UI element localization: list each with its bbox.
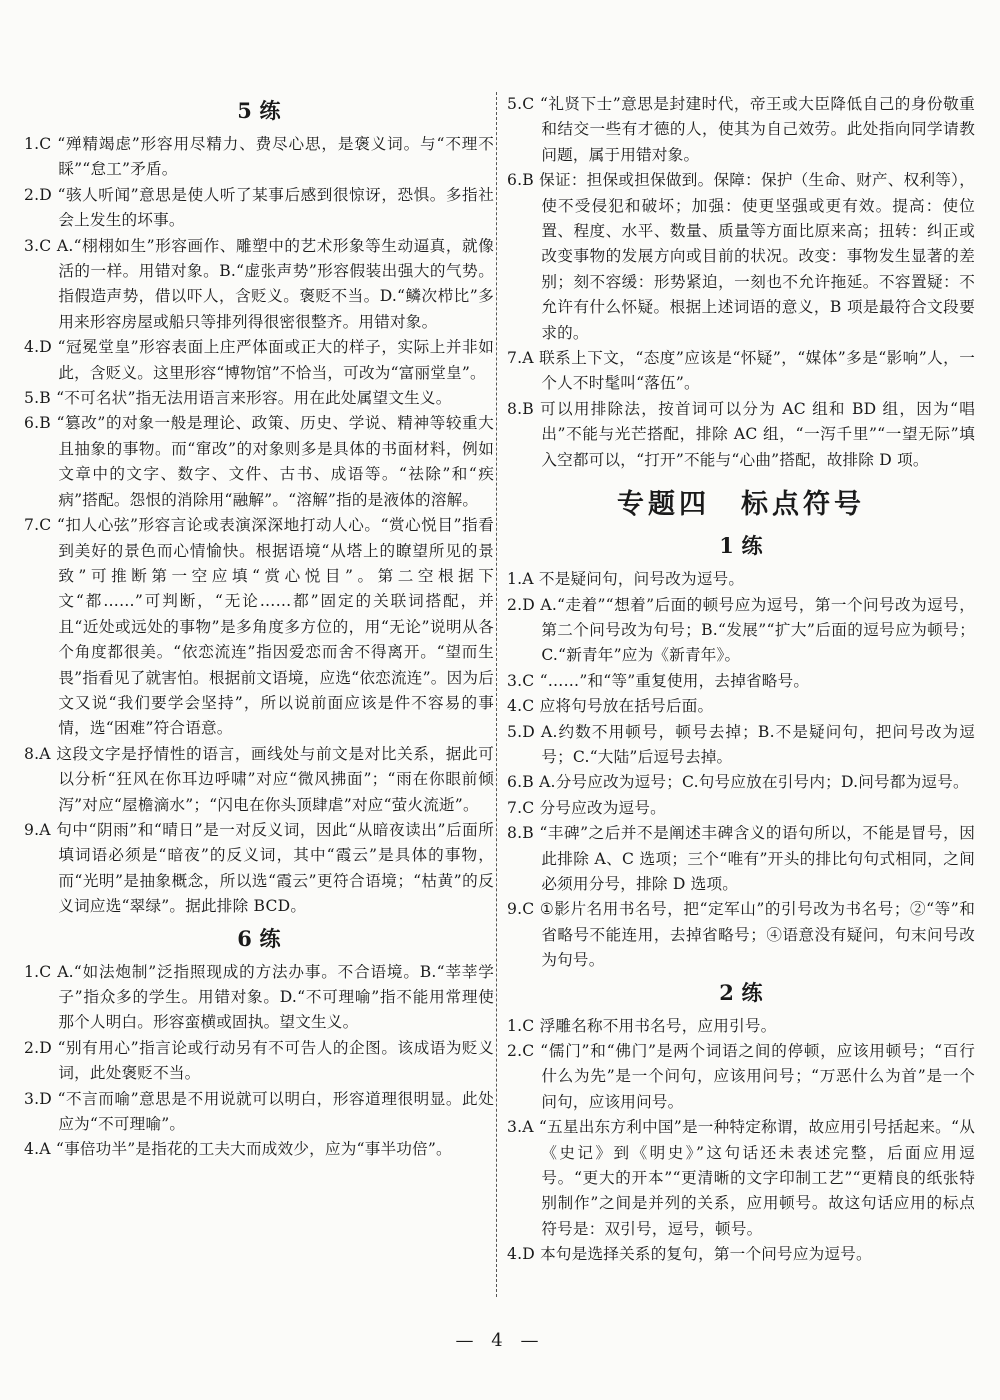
answer-item: 9.A 句中“阴雨”和“晴日”是一对反义词，因此“从暗夜读出”后面所填词语必须是“暗夜”的反义词，其中“霞云”是具体的事物，而“光明”是抽象概念，所以选“霞云”更符合语境；“枯黄”的反义词应选“翠绿”。据此排除 BCD。 [24,820,494,916]
answer-item: 1.A 不是疑问句，问号改为逗号。 [507,570,745,589]
answer-item: 1.C 浮雕名称不用书名号，应用引号。 [507,1016,777,1035]
topic-title: 专题四 标点符号 [617,489,865,521]
section-title-1: 1 练 [719,533,763,559]
answer-item: 4.D “冠冕堂皇”形容表面上庄严体面或正大的样子，实际上并非如此，含贬义。这里形容“博物馆”不恰当，可改为“富丽堂皇”。 [24,338,494,382]
answer-item: 2.D “骇人听闻”意思是使人听了某事后感到很惊讶，恐惧。多指社会上发生的坏事。 [24,185,494,230]
answer-item: 5.D A.约数不用顿号，顿号去掉；B.不是疑问句，把问号改为逗号；C.“大陆”后逗号去掉。 [507,722,975,766]
left-column [24,92,494,1163]
answer-item: 2.C “儒门”和“佛门”是两个词语之间的停顿，应该用顿号；“百行什么为先”是一个问句，应该用问号；“万恶什么为首”是一个问句，应该用问号。 [507,1042,975,1111]
answer-item: 2.D “别有用心”指言论或行动另有不可告人的企图。该成语为贬义词，此处褒贬不当。 [24,1038,494,1083]
answer-item: 3.C A.“栩栩如生”形容画作、雕塑中的艺术形象等生动逼真，就像活的一样。用错对象。B.“虚张声势”形容假装出强大的气势。指假造声势，借以吓人，含贬义。褒贬不当。D.“鳞次栉比”多用来形容房屋或船只等排列得很密很整齐。用错对象。 [24,236,494,331]
answer-item: 9.C ①影片名用书名号，把“定军山”的引号改为书名号；②“等”和省略号不能连用，去掉省略号；④语意没有疑问，句末问号改为句号。 [507,900,975,970]
answer-item: 8.B 可以用排除法，按首词可以分为 AC 组和 BD 组，因为“唱出”不能与光芒搭配，排除 AC 组，“一泻千里”“一望无际”填入空都可以，“打开”不能与“心曲”搭配，故排除 D 项。 [507,399,975,469]
answer-item: 7.A 联系上下文，“态度”应该是“怀疑”，“媒体”多是“影响”人，一个人不时髦叫“落伍”。 [507,349,975,393]
answer-item: 6.B 保证：担保或担保做到。保障：保护（生命、财产、权利等），使不受侵犯和破坏；加强：使更坚强或更有效。提高：使位置、程度、水平、数量、质量等方面比原来高；扭转：纠正或改变事物的发展方向或目前的状况。改变：事物发生显著的差别；刻不容缓：形势紧迫，一刻也不允许拖延。不容置疑：不允许有什么怀疑。根据上述词语的意义，B 项是最符合文段要求的。 [507,171,975,342]
answer-item: 2.D A.“走着”“想着”后面的顿号应为逗号，第一个问号改为逗号，第二个问号改为句号；B.“发展”“扩大”后面的逗号应为顿号；C.“新青年”应为《新青年》。 [507,595,975,665]
answer-item: 3.D “不言而喻”意思是不用说就可以明白，形容道理很明显。此处应为“不可理喻”。 [24,1089,494,1134]
right-column [507,92,975,1268]
section-title-5: 5 练 [237,98,281,123]
answer-item: 8.A 这段文字是抒情性的语言，画线处与前文是对比关系，据此可以分析“狂风在你耳边呼啸”对应“微风拂面”；“雨在你眼前倾泻”对应“屋檐滴水”；“闪电在你头顶肆虐”对应“萤火流逝”。 [24,744,494,814]
answer-item: 6.B “篡改”的对象一般是理论、政策、历史、学说、精神等较重大且抽象的事物。而“窜改”的对象则多是具体的书面材料，例如文章中的文字、数字、文件、古书、成语等。“祛除”和“疾病”搭配。怨恨的消除用“融解”。“溶解”指的是液体的溶解。 [24,414,494,509]
answer-item: 5.B “不可名状”指无法用语言来形容。用在此处属望文生义。 [24,389,452,408]
answer-item: 7.C “扣人心弦”形容言论或表演深深地打动人心。“赏心悦目”指看到美好的景色而心情愉快。根据语境“从塔上的瞭望所见的景致”可推断第一空应填“赏心悦目”。第二空根据下文“都……”可判断，“无论……都”固定的关联词搭配，并且“近处或远处的事物”是多角度多方位的，用“无论”说明从各个角度都很美。“依恋流连”指因爱恋而舍不得离开。“望而生畏”指看见了就害怕。根据前文语境，应选“依恋流连”。因为后文又说“我们要学会坚持”，所以说前面应该是件不容易的事情，选“困难”符合语意。 [24,516,494,738]
answer-item: 3.A “五星出东方利中国”是一种特定称谓，故应用引号括起来。“从《史记》到《明史》”这句话还未表述完整，后面应用逗号。“更大的开本”“更清晰的文字印制工艺”“更精良的纸张特别制作”之间是并列的关系，应用顿号。故这句话应用的标点符号是：双引号，逗号，顿号。 [507,1118,975,1238]
answer-item: 5.C “礼贤下士”意思是封建时代，帝王或大臣降低自己的身份敬重和结交一些有才德的人，使其为自己效劳。此处指向同学请教问题，属于用错对象。 [507,95,975,164]
page-number: — 4 — [455,1330,545,1351]
answer-item: 8.B “丰碑”之后并不是阐述丰碑含义的语句所以，不能是冒号，因此排除 A、C 选项；三个“唯有”开头的排比句句式相同，之间必须用分号，排除 D 选项。 [507,824,975,893]
answer-item: 4.A “事倍功半”是指花的工夫大而成效少，应为“事半功倍”。 [24,1140,452,1159]
answer-item: 4.C 应将句号放在括号后面。 [507,697,714,716]
section-title-2: 2 练 [719,979,763,1005]
answer-item: 6.B A.分号应改为逗号；C.句号应放在引号内；D.问号都为逗号。 [507,773,969,792]
answer-item: 1.C A.“如法炮制”泛指照现成的方法办事。不合语境。B.“莘莘学子”指众多的学生。用错对象。D.“不可理喻”指不能用常理使那个人明白。形容蛮横或固执。望文生义。 [24,962,494,1032]
answer-item: 4.D 本句是选择关系的复句，第一个问号应为逗号。 [507,1245,872,1264]
answer-item: 1.C “殚精竭虑”形容用尽精力、费尽心思，是褒义词。与“不理不睬”“怠工”矛盾。 [24,135,494,179]
answer-item: 3.C “……”和“等”重复使用，去掉省略号。 [507,671,810,690]
answer-item: 7.C 分号应改为逗号。 [507,798,666,817]
column-divider [496,92,497,1297]
section-title-6: 6 练 [237,925,281,951]
